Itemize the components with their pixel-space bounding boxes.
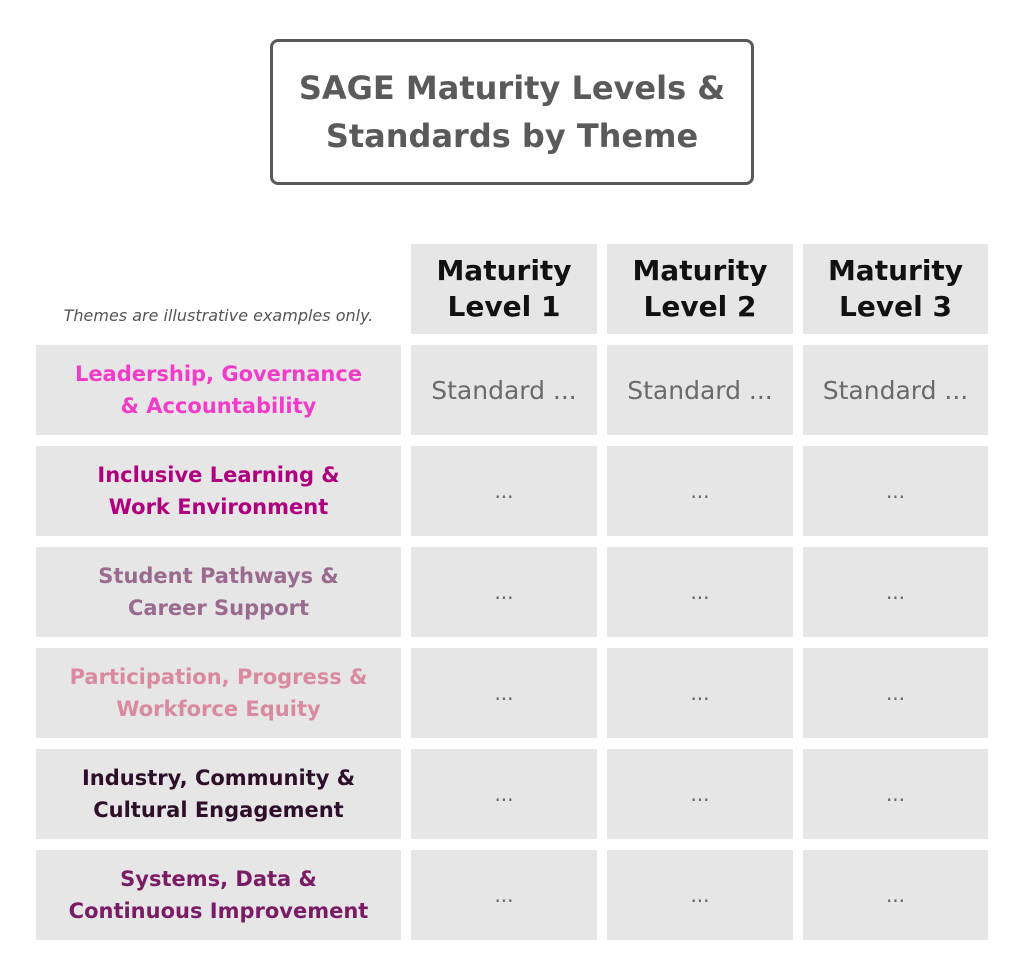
theme-label-line-1: Inclusive Learning & bbox=[97, 463, 340, 487]
standard-cell: ... bbox=[607, 446, 793, 536]
standard-cell: ... bbox=[411, 749, 597, 839]
column-header-line-2: Level 2 bbox=[643, 290, 757, 323]
theme-label-line-2: & Accountability bbox=[120, 394, 317, 418]
standard-cell: ... bbox=[411, 446, 597, 536]
theme-label-line-2: Career Support bbox=[127, 596, 310, 620]
standard-cell: ... bbox=[411, 547, 597, 637]
theme-label-line-1: Leadership, Governance bbox=[74, 362, 363, 386]
theme-student-pathways bbox=[36, 547, 401, 637]
illustrative-note: Themes are illustrative examples only. bbox=[63, 306, 374, 325]
standard-cell: ... bbox=[803, 850, 988, 940]
standard-cell: ... bbox=[803, 446, 988, 536]
standard-cell: ... bbox=[411, 648, 597, 738]
title-line-1: SAGE Maturity Levels & bbox=[298, 69, 726, 107]
title-box bbox=[270, 39, 754, 185]
column-header-level-2 bbox=[607, 244, 793, 334]
theme-systems-data bbox=[36, 850, 401, 940]
theme-label-line-2: Continuous Improvement bbox=[68, 899, 369, 923]
standard-cell: Standard ... bbox=[803, 345, 988, 435]
column-header-line-1: Maturity bbox=[436, 254, 572, 287]
theme-label-line-2: Work Environment bbox=[108, 495, 329, 519]
column-header-line-2: Level 3 bbox=[839, 290, 952, 323]
theme-label-line-2: Workforce Equity bbox=[116, 697, 321, 721]
column-header-line-1: Maturity bbox=[632, 254, 768, 287]
theme-label-line-2: Cultural Engagement bbox=[93, 798, 344, 822]
theme-participation-progress bbox=[36, 648, 401, 738]
theme-industry-community bbox=[36, 749, 401, 839]
column-header-level-1 bbox=[411, 244, 597, 334]
standard-cell: Standard ... bbox=[607, 345, 793, 435]
theme-leadership-governance bbox=[36, 345, 401, 435]
standard-cell: ... bbox=[803, 648, 988, 738]
theme-label-line-1: Participation, Progress & bbox=[69, 665, 368, 689]
theme-label-line-1: Industry, Community & bbox=[81, 766, 356, 790]
standard-cell: ... bbox=[607, 850, 793, 940]
theme-inclusive-learning bbox=[36, 446, 401, 536]
standard-cell: Standard ... bbox=[411, 345, 597, 435]
standard-cell: ... bbox=[411, 850, 597, 940]
title-line-2: Standards by Theme bbox=[325, 117, 699, 155]
column-header-line-2: Level 1 bbox=[447, 290, 561, 323]
theme-label-line-1: Student Pathways & bbox=[98, 564, 339, 588]
column-header-level-3 bbox=[803, 244, 988, 334]
standard-cell: ... bbox=[607, 749, 793, 839]
standard-cell: ... bbox=[803, 749, 988, 839]
standard-cell: ... bbox=[803, 547, 988, 637]
standard-cell: ... bbox=[607, 547, 793, 637]
column-header-line-1: Maturity bbox=[827, 254, 964, 287]
theme-label-line-1: Systems, Data & bbox=[120, 867, 317, 891]
standard-cell: ... bbox=[607, 648, 793, 738]
